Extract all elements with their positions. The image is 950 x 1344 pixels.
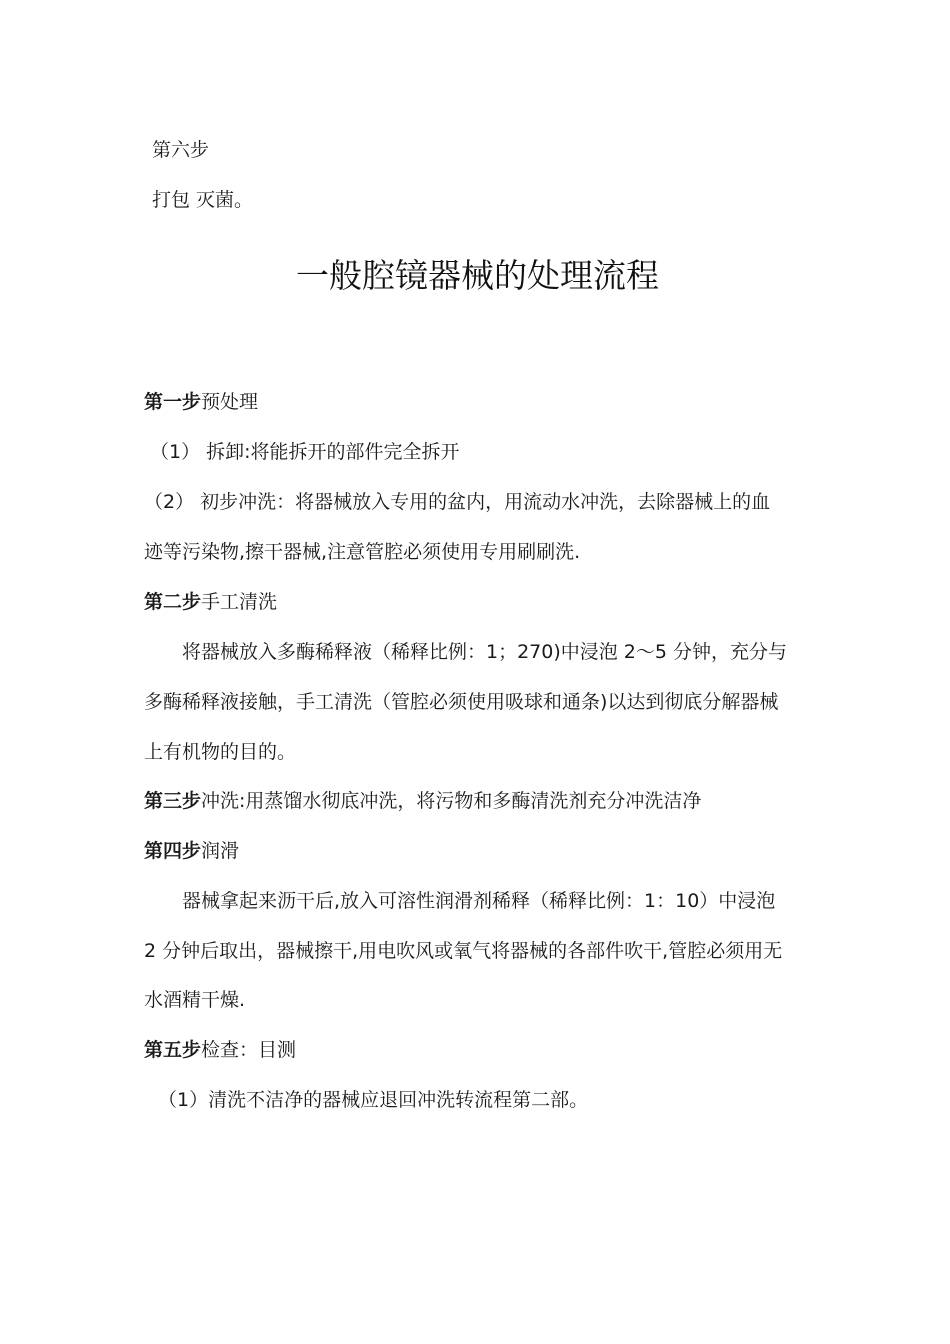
step2-label: 第二步 <box>144 591 202 613</box>
step1-label: 第一步 <box>144 391 202 413</box>
step6-label: 第六步 <box>152 139 210 161</box>
step2-heading <box>144 590 277 614</box>
step2-line3: 上有机物的目的。 <box>144 741 297 763</box>
step2-line1: 将器械放入多酶稀释液（稀释比例：1；270)中浸泡 2～5 分钟，充分与 <box>182 641 788 663</box>
step4-heading-text: 润滑 <box>201 840 240 862</box>
step5-heading <box>144 1038 296 1062</box>
step2-heading-text: 手工清洗 <box>201 591 278 613</box>
step3-text: 冲洗:用蒸馏水彻底冲洗，将污物和多酶清洗剂充分冲洗洁净 <box>201 790 702 812</box>
step4-label: 第四步 <box>144 840 202 862</box>
step4-heading <box>144 839 239 863</box>
step1-heading <box>144 390 258 414</box>
step5-heading-text: 检查：目测 <box>201 1039 297 1061</box>
step5-label: 第五步 <box>144 1039 202 1061</box>
step1-item2-line1: （2） 初步冲洗：将器械放入专用的盆内，用流动水冲洗，去除器械上的血 <box>144 491 771 513</box>
step3-paragraph <box>144 789 701 813</box>
step6-text: 打包 灭菌。 <box>152 189 254 211</box>
step1-item1: （1） 拆卸:将能拆开的部件完全拆开 <box>150 441 460 463</box>
step4-line3: 水酒精干燥. <box>144 989 246 1011</box>
step4-line1: 器械拿起来沥干后,放入可溶性润滑剂稀释（稀释比例：1：10）中浸泡 <box>182 890 776 912</box>
document-title: 一般腔镜器械的处理流程 <box>296 256 659 295</box>
step3-label: 第三步 <box>144 790 202 812</box>
step1-heading-text: 预处理 <box>201 391 259 413</box>
step4-line2: 2 分钟后取出，器械擦干,用电吹风或氧气将器械的各部件吹干,管腔必须用无 <box>144 940 783 962</box>
step2-line2: 多酶稀释液接触，手工清洗（管腔必须使用吸球和通条)以达到彻底分解器械 <box>144 691 779 713</box>
step5-item1: （1）清洗不洁净的器械应退回冲洗转流程第二部。 <box>158 1089 589 1111</box>
step1-item2-line2: 迹等污染物,擦干器械,注意管腔必须使用专用刷刷洗. <box>144 541 581 563</box>
